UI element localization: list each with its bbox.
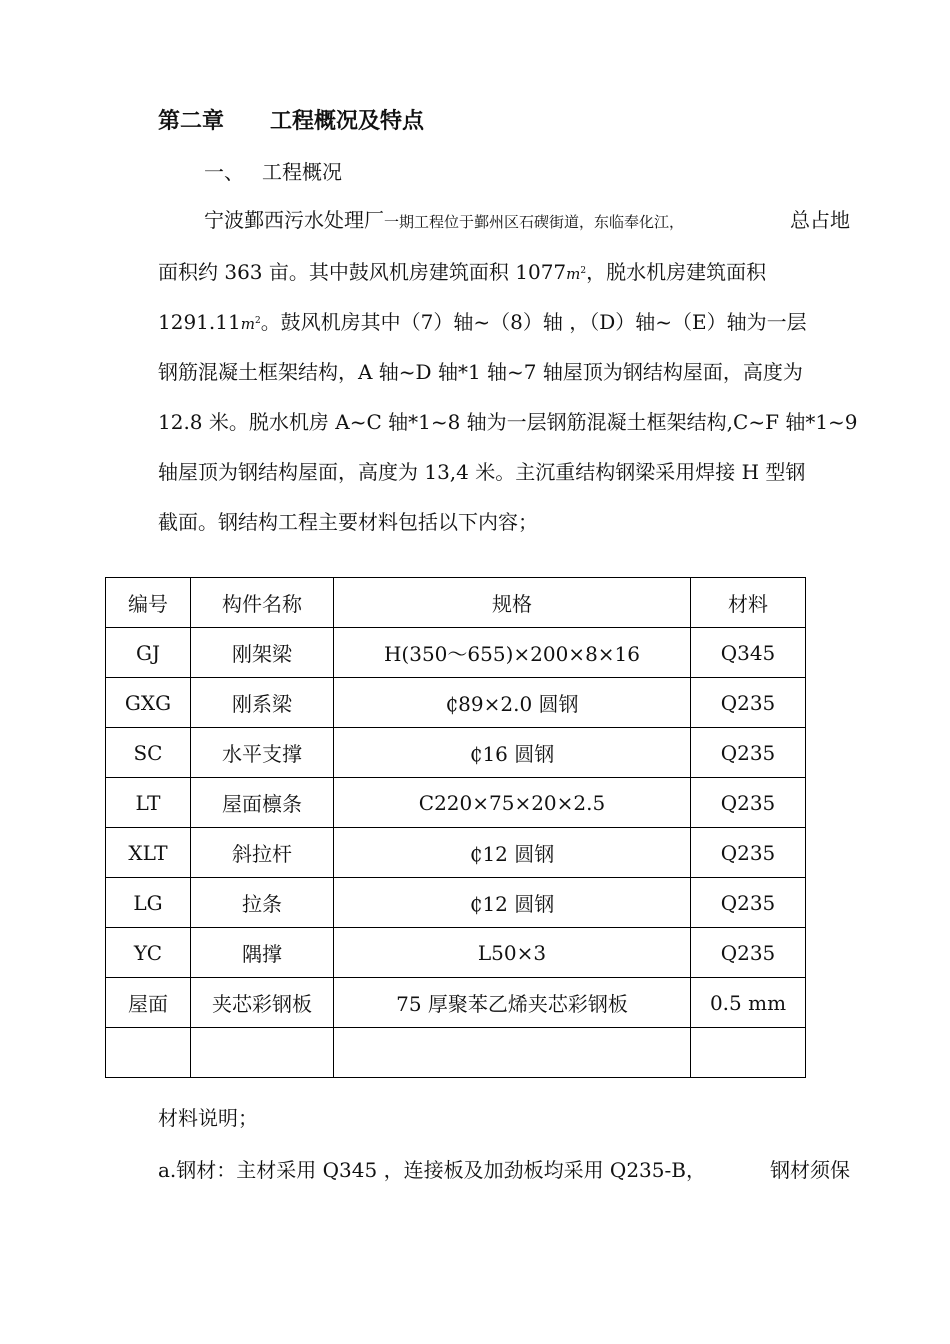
cell-code: YC — [106, 928, 191, 978]
paragraph-text: 1291.11 — [158, 310, 241, 334]
table-row — [106, 728, 806, 778]
cell-name: 夹芯彩钢板 — [191, 978, 334, 1028]
table-row — [106, 828, 806, 878]
table-row — [106, 778, 806, 828]
table-row — [106, 628, 806, 678]
cell-code: GJ — [106, 628, 191, 678]
cell-spec — [334, 1028, 691, 1078]
cell-material: Q235 — [691, 878, 806, 928]
cell-name: 拉条 — [191, 878, 334, 928]
paragraph-line-1 — [158, 204, 850, 233]
section-number: 一、 — [204, 160, 244, 184]
cell-name: 屋面檩条 — [191, 778, 334, 828]
paragraph-line-3 — [158, 306, 850, 335]
materials-table — [105, 577, 806, 1078]
cell-material: Q235 — [691, 928, 806, 978]
paragraph-line-4: 钢筋混凝土框架结构，A 轴~D 轴*1 轴~7 轴屋顶为钢结构屋面，高度为 — [158, 360, 803, 384]
paragraph-text: 面积约 363 亩。其中鼓风机房建筑面积 1077 — [158, 260, 567, 284]
cell-code — [106, 1028, 191, 1078]
cell-spec: 75 厚聚苯乙烯夹芯彩钢板 — [334, 978, 691, 1028]
paragraph-text: 。鼓风机房其中（7）轴~（8）轴 ，（D）轴~（E）轴为一层 — [260, 310, 807, 334]
header-cell-code: 编号 — [106, 578, 191, 628]
chapter-number: 第二章 — [158, 108, 225, 134]
table-row — [106, 878, 806, 928]
paragraph-text: ，脱水机房建筑面积 — [586, 260, 767, 284]
cell-spec: ₵12 圆钢 — [334, 878, 691, 928]
table-row — [106, 978, 806, 1028]
cell-spec: L50×3 — [334, 928, 691, 978]
notes-heading: 材料说明； — [158, 1106, 258, 1130]
cell-code: LG — [106, 878, 191, 928]
cell-name: 隅撑 — [191, 928, 334, 978]
cell-code: GXG — [106, 678, 191, 728]
paragraph-line-7: 截面。钢结构工程主要材料包括以下内容； — [158, 510, 538, 534]
cell-spec: ₵12 圆钢 — [334, 828, 691, 878]
cell-name: 斜拉杆 — [191, 828, 334, 878]
table-row — [106, 928, 806, 978]
paragraph-text: 宁波鄞西污水处理厂 — [204, 208, 384, 232]
cell-material: 0.5 mm — [691, 978, 806, 1028]
paragraph-line-6: 轴屋顶为钢结构屋面，高度为 13,4 米。主沉重结构钢梁采用焊接 H 型钢 — [158, 460, 806, 484]
header-cell-spec: 规格 — [334, 578, 691, 628]
table-row — [106, 678, 806, 728]
cell-name: 刚系梁 — [191, 678, 334, 728]
cell-spec: H(350～655)×200×8×16 — [334, 628, 691, 678]
cell-material: Q235 — [691, 678, 806, 728]
header-cell-name: 构件名称 — [191, 578, 334, 628]
table-header-row — [106, 578, 806, 628]
cell-code: 屋面 — [106, 978, 191, 1028]
chapter-title: 工程概况及特点 — [270, 108, 425, 134]
notes-line-a — [158, 1154, 850, 1183]
cell-material — [691, 1028, 806, 1078]
cell-spec: ₵89×2.0 圆钢 — [334, 678, 691, 728]
cell-code: SC — [106, 728, 191, 778]
table-row-empty — [106, 1028, 806, 1078]
header-cell-material: 材料 — [691, 578, 806, 628]
paragraph-line-2 — [158, 256, 850, 285]
area-unit: $m^2$ — [566, 265, 587, 283]
paragraph-small-text: 一期工程位于鄞州区石碶街道，东临奉化江， — [384, 213, 685, 231]
cell-name: 刚架梁 — [191, 628, 334, 678]
area-unit: $m^2$ — [240, 315, 261, 333]
paragraph-line-5: 12.8 米。脱水机房 A~C 轴*1~8 轴为一层钢筋混凝土框架结构,C~F 轴*1~9 — [158, 410, 858, 434]
notes-text: a.钢材：主材采用 Q345 ，连接板及加劲板均采用 Q235-B， — [158, 1158, 706, 1182]
cell-code: XLT — [106, 828, 191, 878]
cell-name — [191, 1028, 334, 1078]
section-heading — [204, 156, 342, 185]
cell-name: 水平支撑 — [191, 728, 334, 778]
cell-spec: ₵16 圆钢 — [334, 728, 691, 778]
cell-material: Q345 — [691, 628, 806, 678]
section-title: 工程概况 — [262, 160, 342, 184]
cell-material: Q235 — [691, 828, 806, 878]
notes-text: 钢材须保 — [770, 1158, 850, 1182]
cell-material: Q235 — [691, 728, 806, 778]
cell-spec: C220×75×20×2.5 — [334, 778, 691, 828]
chapter-heading — [158, 104, 424, 135]
cell-code: LT — [106, 778, 191, 828]
paragraph-text: 总占地 — [790, 208, 850, 232]
cell-material: Q235 — [691, 778, 806, 828]
